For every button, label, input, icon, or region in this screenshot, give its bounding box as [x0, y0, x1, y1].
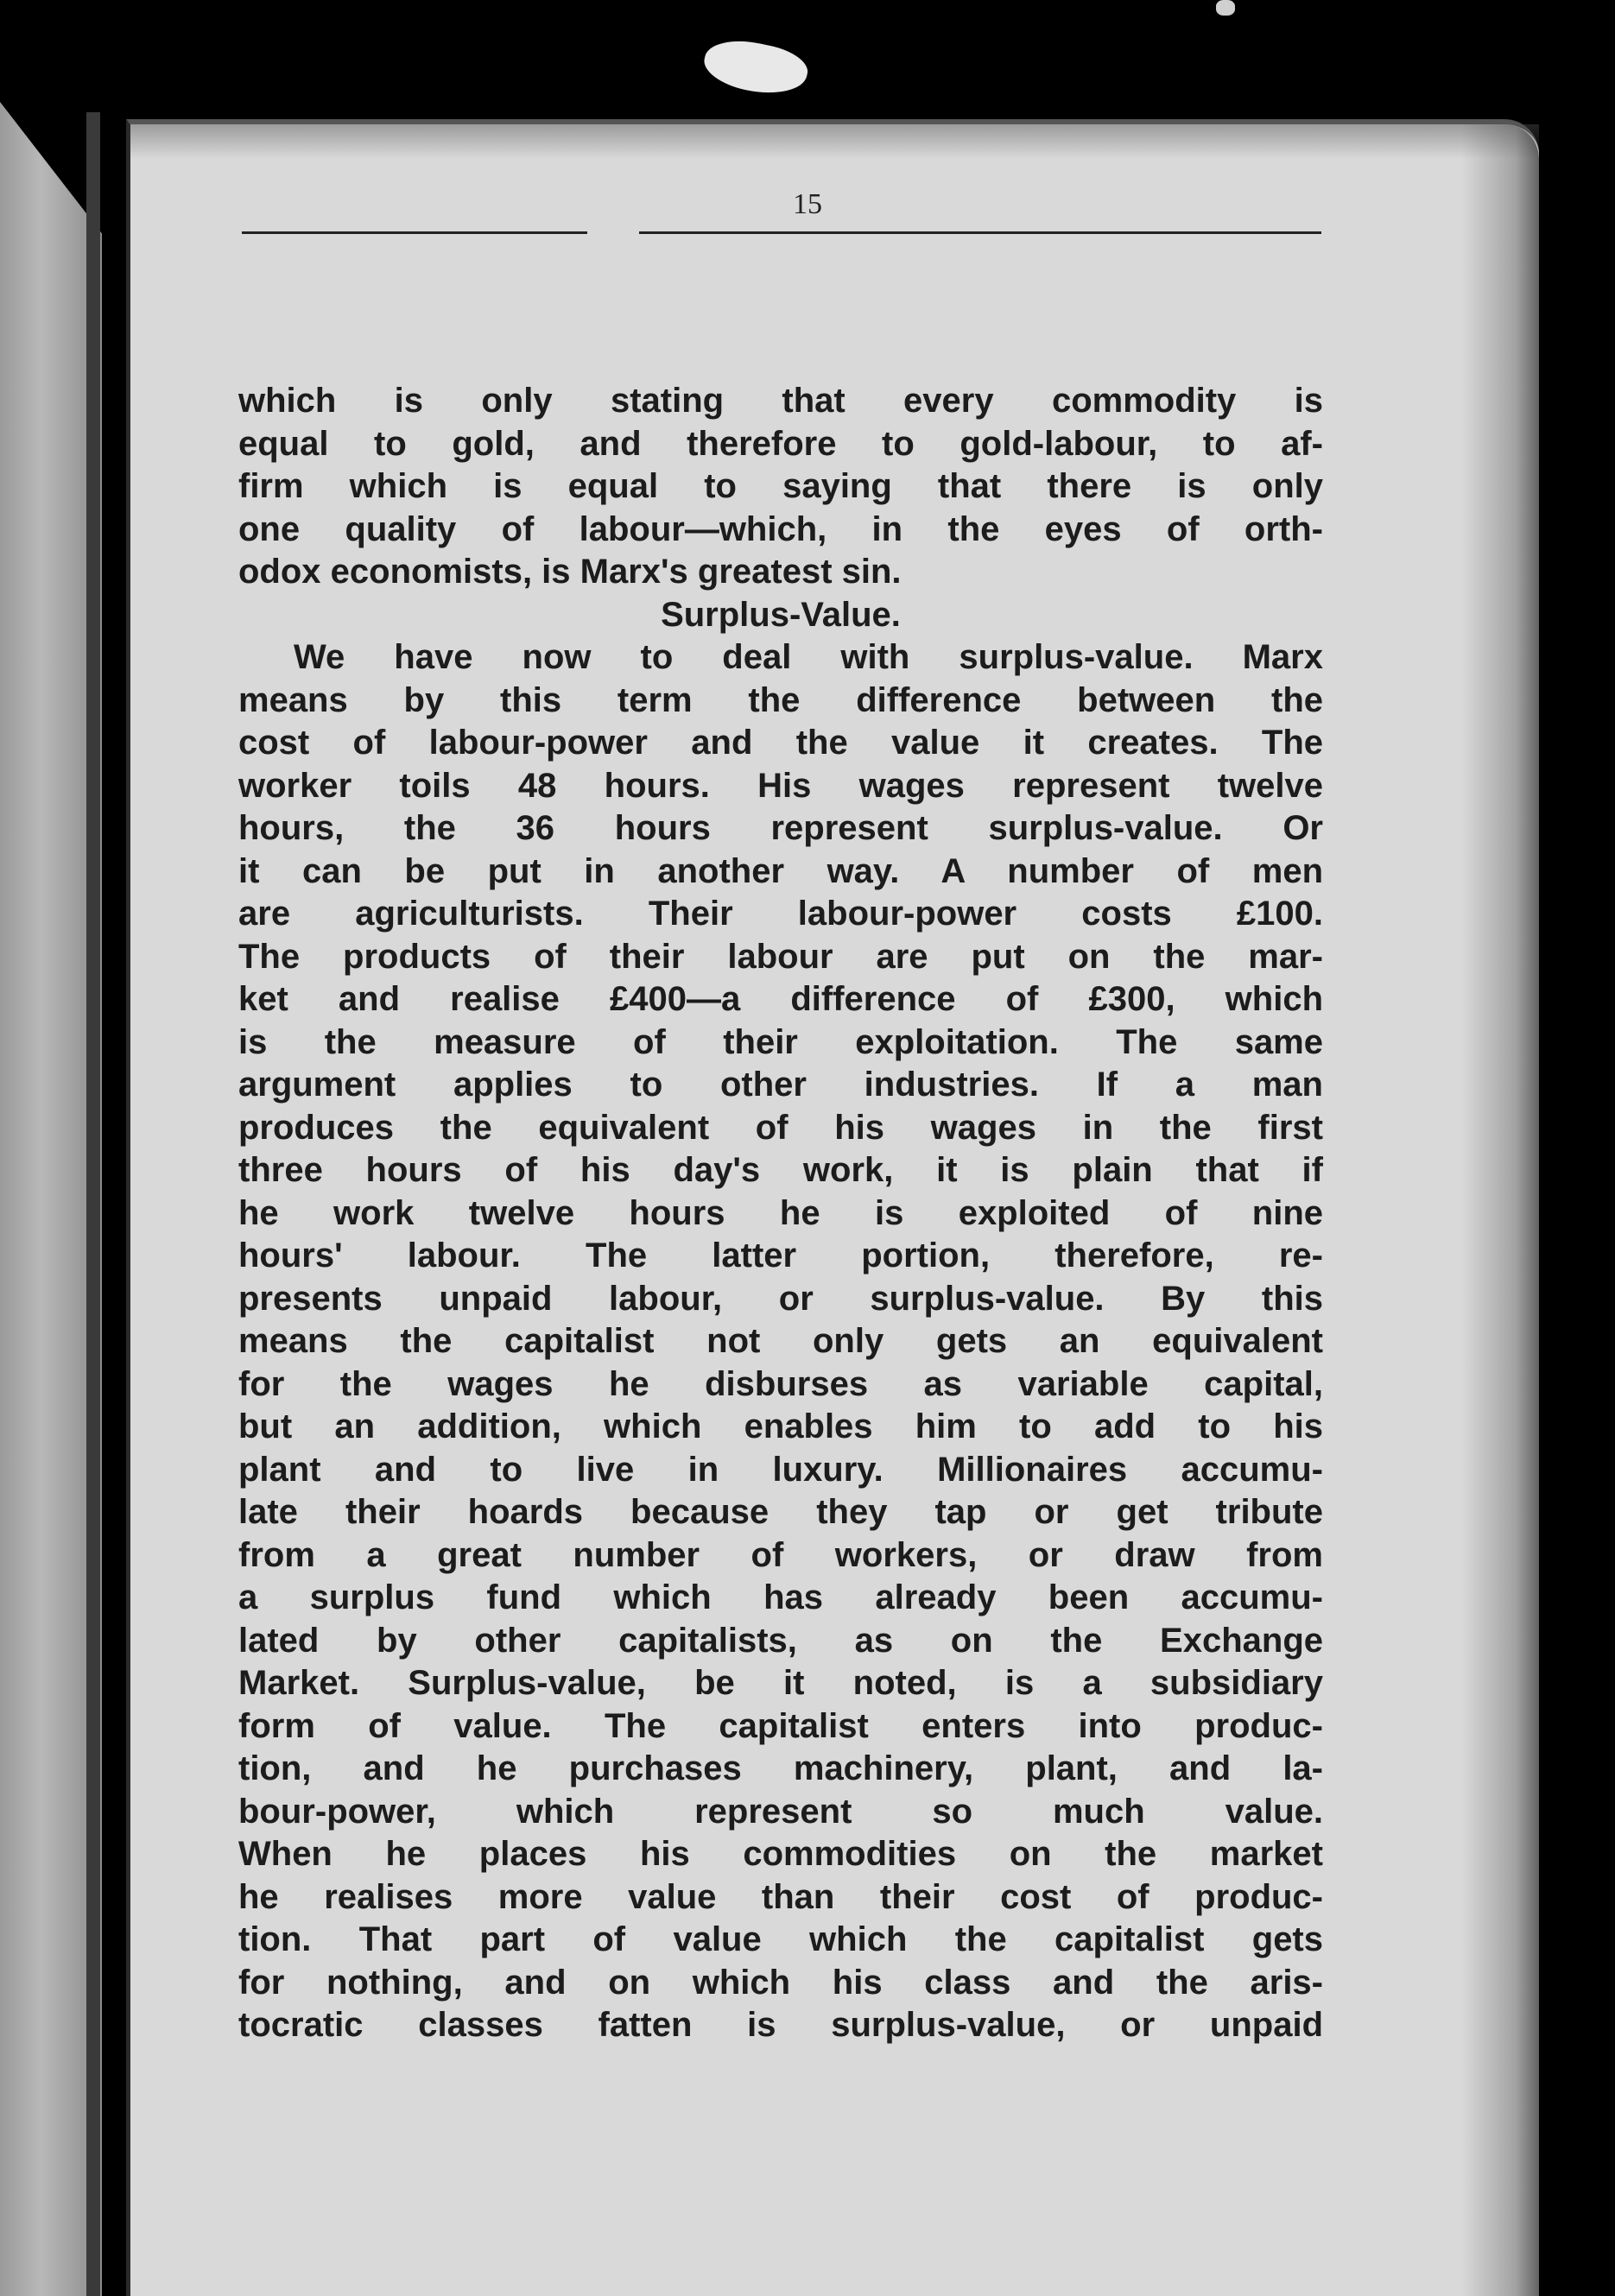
body-text [238, 380, 1323, 2047]
text-line: hours' labour. The latter portion, therefore, re- [238, 1237, 1323, 1275]
page-shadow [130, 124, 1539, 159]
text-line: When he places his commodities on the market [238, 1835, 1323, 1873]
text-line: for nothing, and on which his class and the aris- [238, 1963, 1323, 2002]
page-number: 15 [793, 188, 822, 220]
page-gutter [86, 112, 100, 2296]
text-line: hours, the 36 hours represent surplus-value. Or [238, 809, 1323, 847]
text-line: he work twelve hours he is exploited of nine [238, 1193, 1323, 1232]
text-line: is the measure of their exploitation. The same [238, 1022, 1323, 1061]
text-line: tion, and he purchases machinery, plant, and la- [238, 1749, 1323, 1787]
text-line: cost of labour-power and the value it creates. The [238, 724, 1323, 762]
text-line: it can be put in another way. A number of men [238, 851, 1323, 890]
text-line: ket and realise £400—a difference of £300, which [238, 980, 1323, 1018]
text-line: Market. Surplus-value, be it noted, is a subsidiary [238, 1664, 1323, 1702]
text-line: but an addition, which enables him to add to his [238, 1407, 1323, 1445]
text-line: lated by other capitalists, as on the Exchange [238, 1621, 1323, 1660]
text-line: The products of their labour are put on the mar- [238, 937, 1323, 976]
text-line: three hours of his day's work, it is plain that if [238, 1151, 1323, 1189]
text-line: a surplus fund which has already been accumu- [238, 1578, 1323, 1616]
section-heading: Surplus-Value. [661, 595, 901, 634]
text-line: bour-power, which represent so much value. [238, 1792, 1323, 1831]
header-rule [639, 231, 1321, 234]
text-line: argument applies to other industries. If a man [238, 1066, 1323, 1104]
text-line: plant and to live in luxury. Millionaires accumu- [238, 1450, 1323, 1489]
text-line: worker toils 48 hours. His wages represent twelve [238, 766, 1323, 805]
text-line: odox economists, is Marx's greatest sin. [238, 553, 902, 591]
text-line: form of value. The capitalist enters into produc- [238, 1706, 1323, 1745]
header-rule [242, 231, 587, 234]
text-line: means the capitalist not only gets an equivalent [238, 1322, 1323, 1360]
text-line: he realises more value than their cost of produc- [238, 1877, 1323, 1916]
text-line: for the wages he disburses as variable capital, [238, 1364, 1323, 1403]
text-line: equal to gold, and therefore to gold-labour, to af- [238, 424, 1323, 463]
text-line: means by this term the difference between the [238, 680, 1323, 719]
text-line: are agriculturists. Their labour-power costs £100. [238, 895, 1323, 933]
text-line: produces the equivalent of his wages in the first [238, 1108, 1323, 1147]
text-line: tion. That part of value which the capitalist gets [238, 1920, 1323, 1958]
paper-scrap [700, 33, 811, 102]
text-line: late their hoards because they tap or get tribute [238, 1493, 1323, 1531]
text-line: We have now to deal with surplus-value. Marx [294, 638, 1323, 676]
text-line: tocratic classes fatten is surplus-value, or unpaid [238, 2006, 1323, 2044]
text-line: from a great number of workers, or draw from [238, 1535, 1323, 1574]
text-line: which is only stating that every commodity is [238, 382, 1323, 420]
paper-scrap [1216, 0, 1235, 16]
text-line: presents unpaid labour, or surplus-value. By this [238, 1279, 1323, 1318]
text-line: firm which is equal to saying that there is only [238, 467, 1323, 505]
page-edge-shadow [1461, 124, 1539, 2296]
text-line: one quality of labour—which, in the eyes of orth- [238, 509, 1323, 548]
